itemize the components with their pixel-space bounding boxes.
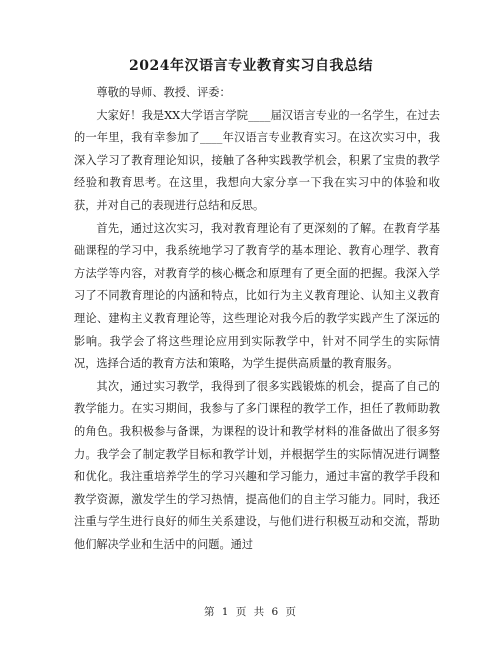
document-title: 2024年汉语言专业教育实习自我总结	[129, 58, 373, 74]
greeting-line: 尊敬的导师、教授、评委：	[96, 86, 231, 99]
document-body	[74, 82, 440, 556]
paragraph-practice: 其次，通过实习教学，我得到了很多实践锻炼的机会，提高了自己的教学能力。在实习期间，我参与了多门课程的教学工作，担任了教师助教的角色。我积极参与备课，为课程的设计和教学材料的准备做出了很多努力。我学会了制定教学目标和教学计划，并根据学生的实际情况进行调整和优化。我注重培养学生的学习兴趣和学习能力，通过丰富的教学手段和教学资源，激发学生的学习热情，提高他们的自主学习能力。同时，我还注重与学生进行良好的师生关系建设，与他们进行积极互动和交流，帮助他们解决学业和生活中的问题。通过	[74, 379, 440, 551]
paragraph-intro: 大家好！我是XX大学语言学院____届汉语言专业的一名学生，在过去的一年里，我有幸参加了____年汉语言专业教育实习。在这次实习中，我深入学习了教育理论知识，接触了各种实践教学机会，积累了宝贵的教学经验和教育思考。在这里，我想向大家分享一下我在实习中的体验和收获，并对自己的表现进行总结和反思。	[74, 108, 440, 212]
paragraph-theory: 首先，通过这次实习，我对教育理论有了更深刻的了解。在教育学基础课程的学习中，我系统地学习了教育学的基本理论、教育心理学、教育方法学等内容，对教育学的核心概念和原理有了更全面的把握。我深入学习了不同教育理论的内涵和特点，比如行为主义教育理论、认知主义教育理论、建构主义教育理论等，这些理论对我今后的教学实践产生了深远的影响。我学会了将这些理论应用到实际教学中，针对不同学生的实际情况，选择合适的教育方法和策略，为学生提供高质量的教育服务。	[74, 221, 440, 371]
page-number: 第 1 页 共 6 页	[203, 606, 299, 618]
